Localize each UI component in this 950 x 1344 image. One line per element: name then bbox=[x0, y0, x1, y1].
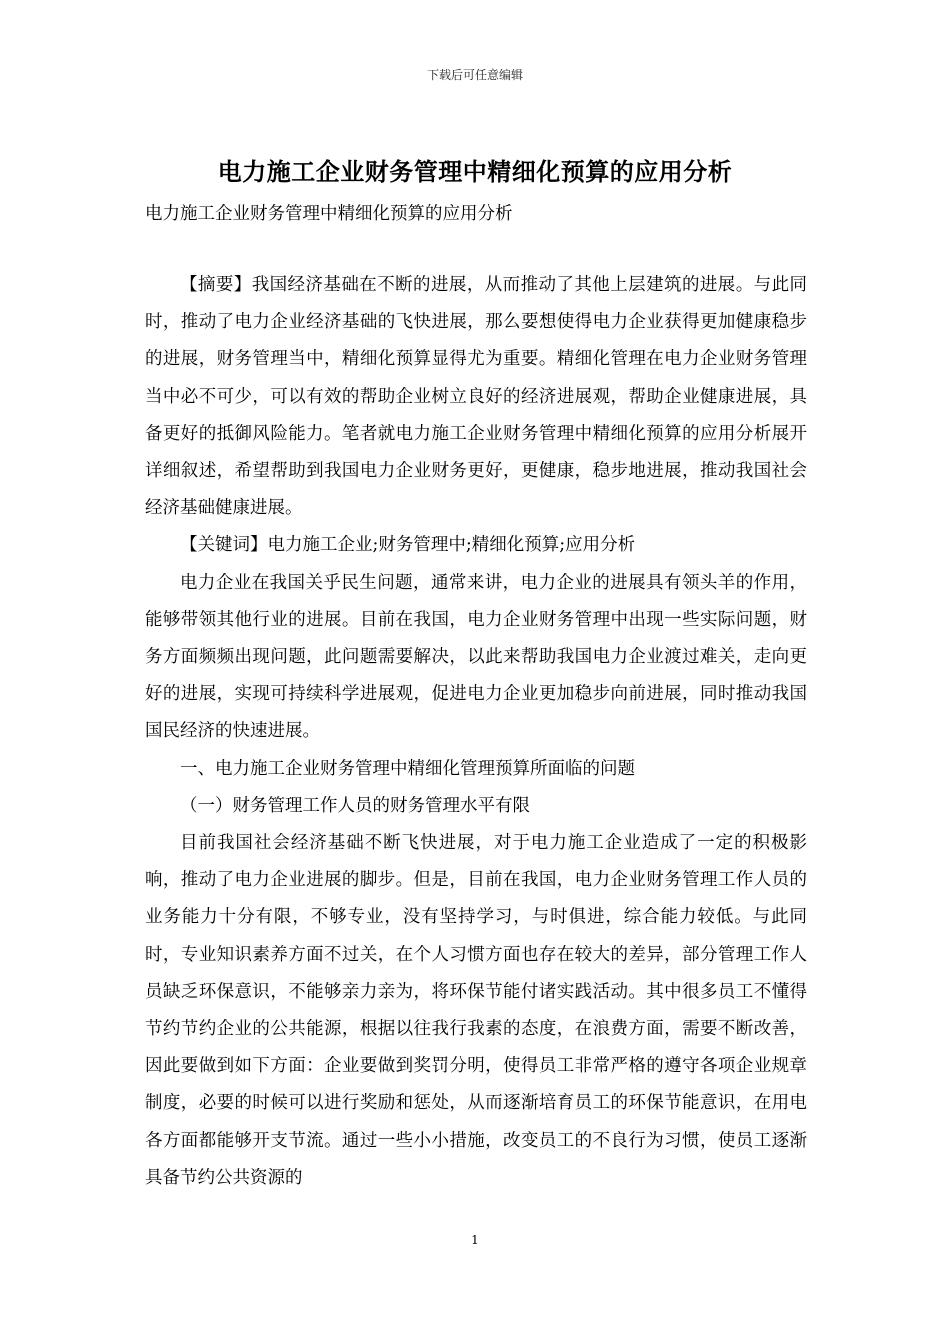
body-paragraph: 目前我国社会经济基础不断飞快进展，对于电力施工企业造成了一定的积极影响，推动了电力企业进展的脚步。但是，目前在我国，电力企业财务管理工作人员的业务能力十分有限，不够专业，没有坚持学习，与时俱进，综合能力较低。与此同时，专业知识素养方面不过关，在个人习惯方面也存在较大的差异，部分管理工作人员缺乏环保意识，不能够亲力亲为，将环保节能付诸实践活动。其中很多员工不懂得节约节约企业的公共能源，根据以往我行我素的态度，在浪费方面，需要不断改善，因此要做到如下方面：企业要做到奖罚分明，使得员工非常严格的遵守各项企业规章制度，必要的时候可以进行奖励和惩处，从而逐渐培育员工的环保节能意识，在用电各方面都能够开支节流。通过一些小小措施，改变员工的不良行为习惯，使员工逐渐具备节约公共资源的 bbox=[145, 833, 807, 1188]
abstract-paragraph: 【摘要】我国经济基础在不断的进展，从而推动了其他上层建筑的进展。与此同时，推动了电力企业经济基础的飞快进展，那么要想使得电力企业获得更加健康稳步的进展，财务管理当中，精细化预算显得尤为重要。精细化管理在电力企业财务管理当中必不可少，可以有效的帮助企业树立良好的经济进展观，帮助企业健康进展，具备更好的抵御风险能力。笔者就电力施工企业财务管理中精细化预算的应用分析展开详细叙述，希望帮助到我国电力企业财务更好，更健康，稳步地进展，推动我国社会经济基础健康进展。 bbox=[145, 275, 807, 519]
document-body bbox=[145, 267, 807, 1197]
keywords-paragraph: 【关键词】电力施工企业;财务管理中;精细化预算;应用分析 bbox=[180, 535, 636, 556]
page-header-note: 下载后可任意编辑 bbox=[426, 68, 523, 82]
document-subtitle: 电力施工企业财务管理中精细化预算的应用分析 bbox=[145, 204, 513, 224]
intro-paragraph: 电力企业在我国关乎民生问题，通常来讲，电力企业的进展具有领头羊的作用，能够带领其他行业的进展。目前在我国，电力企业财务管理中出现一些实际问题，财务方面频频出现问题，此问题需要解决，以此来帮助我国电力企业渡过难关，走向更好的进展，实现可持续科学进展观，促进电力企业更加稳步向前进展，同时推动我国国民经济的快速进展。 bbox=[145, 572, 807, 742]
document-title: 电力施工企业财务管理中精细化预算的应用分析 bbox=[217, 157, 733, 186]
section-heading-1: 一、电力施工企业财务管理中精细化管理预算所面临的问题 bbox=[180, 758, 635, 779]
page-number: 1 bbox=[471, 1233, 479, 1247]
subsection-heading-1-1: （一）财务管理工作人员的财务管理水平有限 bbox=[180, 795, 530, 816]
